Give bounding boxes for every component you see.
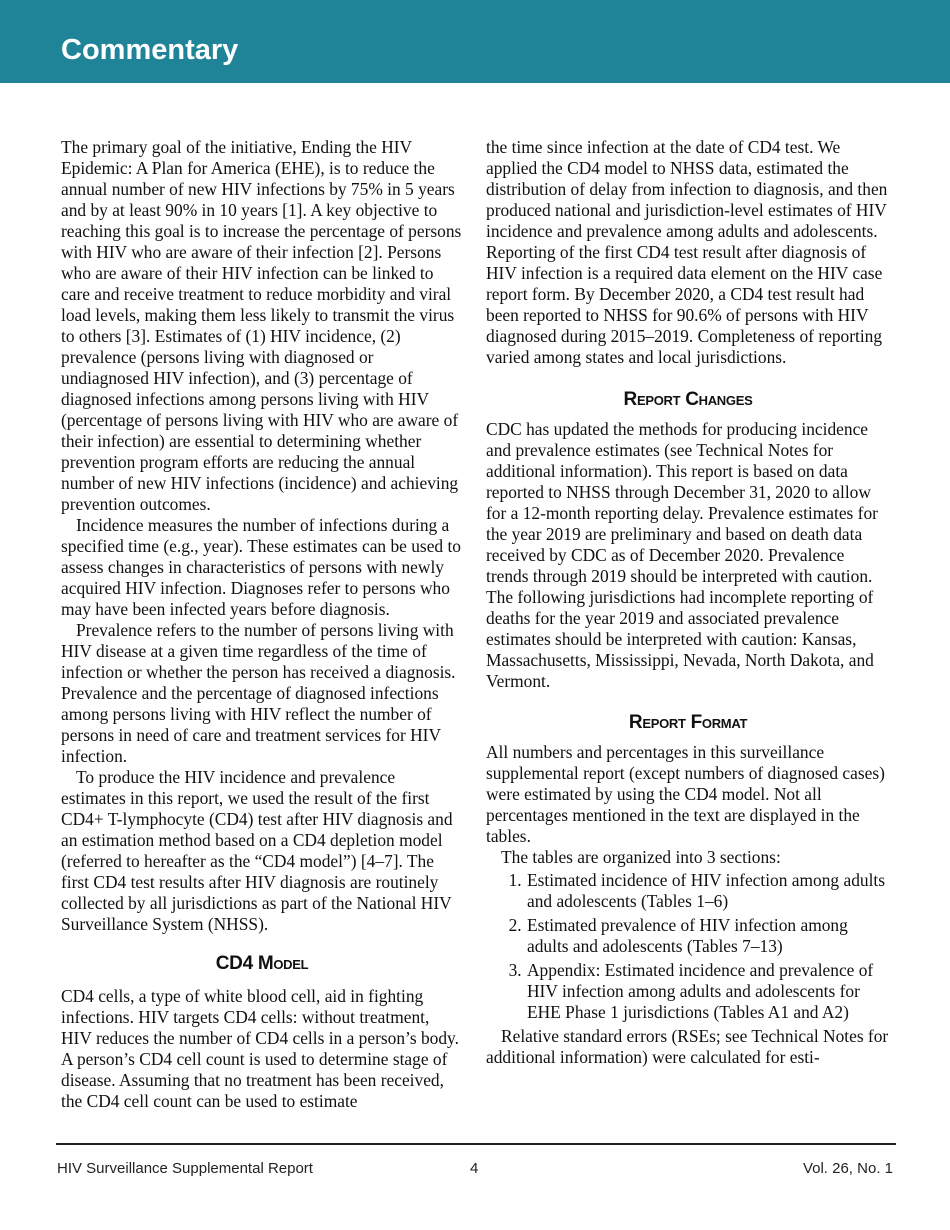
section-heading-report-format: Report Format (628, 712, 748, 733)
list-item: 1. Estimated incidence of HIV infection among adults and adolescents (Tables 1–6) (526, 870, 890, 912)
intro-paragraph: The primary goal of the initiative, Ending the HIV Epidemic: A Plan for America (EHE), is to reduce the annual number of new HIV infections by 75% in 5 years and by at least 90% in 10 years [1]. A key objective to reaching this goal is to increase the percentage of persons with HIV who are aware of their infection [2]. Persons who are aware of their HIV infection can be linked to care and receive treatment to reduce morbidity and viral load levels, making them less likely to transmit the virus to others [3]. Estimates of (1) HIV incidence, (2) prevalence (persons living with diagnosed or undiagnosed HIV infection), and (3) percentage of diagnosed infections among persons living with HIV (percentage of persons living with HIV who are aware of their infection) are essential to determining whether prevention program efforts are reducing the annual number of new HIV infections (incidence) and achieving prevention outcomes. (61, 137, 462, 514)
list-item: 3. Appendix: Estimated incidence and prevalence of HIV infection among adults and adolescents for EHE Phase 1 jurisdictions (Tables A1 and A2) (526, 960, 890, 1023)
section-heading-cd4-model: CD4 Model (215, 953, 309, 974)
right-column (486, 137, 890, 1068)
left-column (61, 137, 463, 1112)
section-heading-report-changes: Report Changes (623, 389, 753, 410)
page-number: 4 (470, 1160, 479, 1177)
cd4-continued-paragraph: the time since infection at the date of CD4 test. We applied the CD4 model to NHSS data, estimated the distribution of delay from infection to diagnosis, and then produced national and jurisdiction-level estimates of HIV incidence and prevalence among adults and adolescents. Reporting of the first CD4 test result after diagnosis of HIV infection is a required data element on the HIV case report form. By December 2020, a CD4 test result had been reported to NHSS for 90.6% of persons with HIV diagnosed during 2015–2019. Completeness of reporting varied among states and local jurisdictions. (486, 137, 888, 367)
header-banner (0, 0, 950, 83)
footer-report-name: HIV Surveillance Supplemental Report (57, 1160, 313, 1177)
cd4-paragraph: CD4 cells, a type of white blood cell, aid in fighting infections. HIV targets CD4 cells: without treatment, HIV reduces the number of CD4 cells in a person’s body. A person’s CD4 cell count is used to determine stage of disease. Assuming that no treatment has been received, the CD4 cell count can be used to estimate (61, 986, 459, 1111)
rse-paragraph: Relative standard errors (RSEs; see Technical Notes for additional information) were calculated for esti- (486, 1026, 889, 1067)
changes-paragraph: CDC has updated the methods for producing incidence and prevalence estimates (see Technical Notes for additional information). This report is based on data reported to NHSS through December 31, 2020 to allow for a 12-month reporting delay. Prevalence estimates for the year 2019 are preliminary and based on death data received by CDC as of December 2020. Prevalence trends through 2019 should be interpreted with caution. The following jurisdictions had incomplete reporting of deaths for the year 2019 and associated prevalence estimates should be interpreted with caution: Kansas, Massachusetts, Mississippi, Nevada, North Dakota, and Vermont. (486, 419, 878, 691)
footer-divider (56, 1143, 896, 1145)
format-paragraph: All numbers and percentages in this surveillance supplemental report (except numbers of diagnosed cases) were estimated by using the CD4 model. Not all percentages mentioned in the text are displayed in the tables. (486, 742, 885, 846)
tables-intro: The tables are organized into 3 sections: (501, 847, 781, 867)
method-paragraph: To produce the HIV incidence and prevalence estimates in this report, we used the result of the first CD4+ T-lymphocyte (CD4) test after HIV diagnosis and an estimation method based on a CD4 depletion model (referred to hereafter as the “CD4 model”) [4–7]. The first CD4 test results after HIV diagnosis are routinely collected by all jurisdictions as part of the National HIV Surveillance System (NHSS). (61, 767, 453, 934)
footer-volume: Vol. 26, No. 1 (802, 1160, 893, 1177)
prevalence-paragraph: Prevalence refers to the number of persons living with HIV disease at a given time regardless of the time of infection or whether the person has received a diagnosis. Prevalence and the percentage of diagnosed infections among persons living with HIV reflect the number of persons in need of care and treatment services for HIV infection. (61, 620, 456, 766)
incidence-paragraph: Incidence measures the number of infections during a specified time (e.g., year). These estimates can be used to assess changes in characteristics of persons with newly acquired HIV infection. Diagnoses refer to persons who may have been infected years before diagnosis. (61, 515, 461, 619)
page-title: Commentary (61, 34, 239, 66)
list-item: 2. Estimated prevalence of HIV infection among adults and adolescents (Tables 7–13) (526, 915, 890, 957)
tables-list (486, 870, 890, 1023)
